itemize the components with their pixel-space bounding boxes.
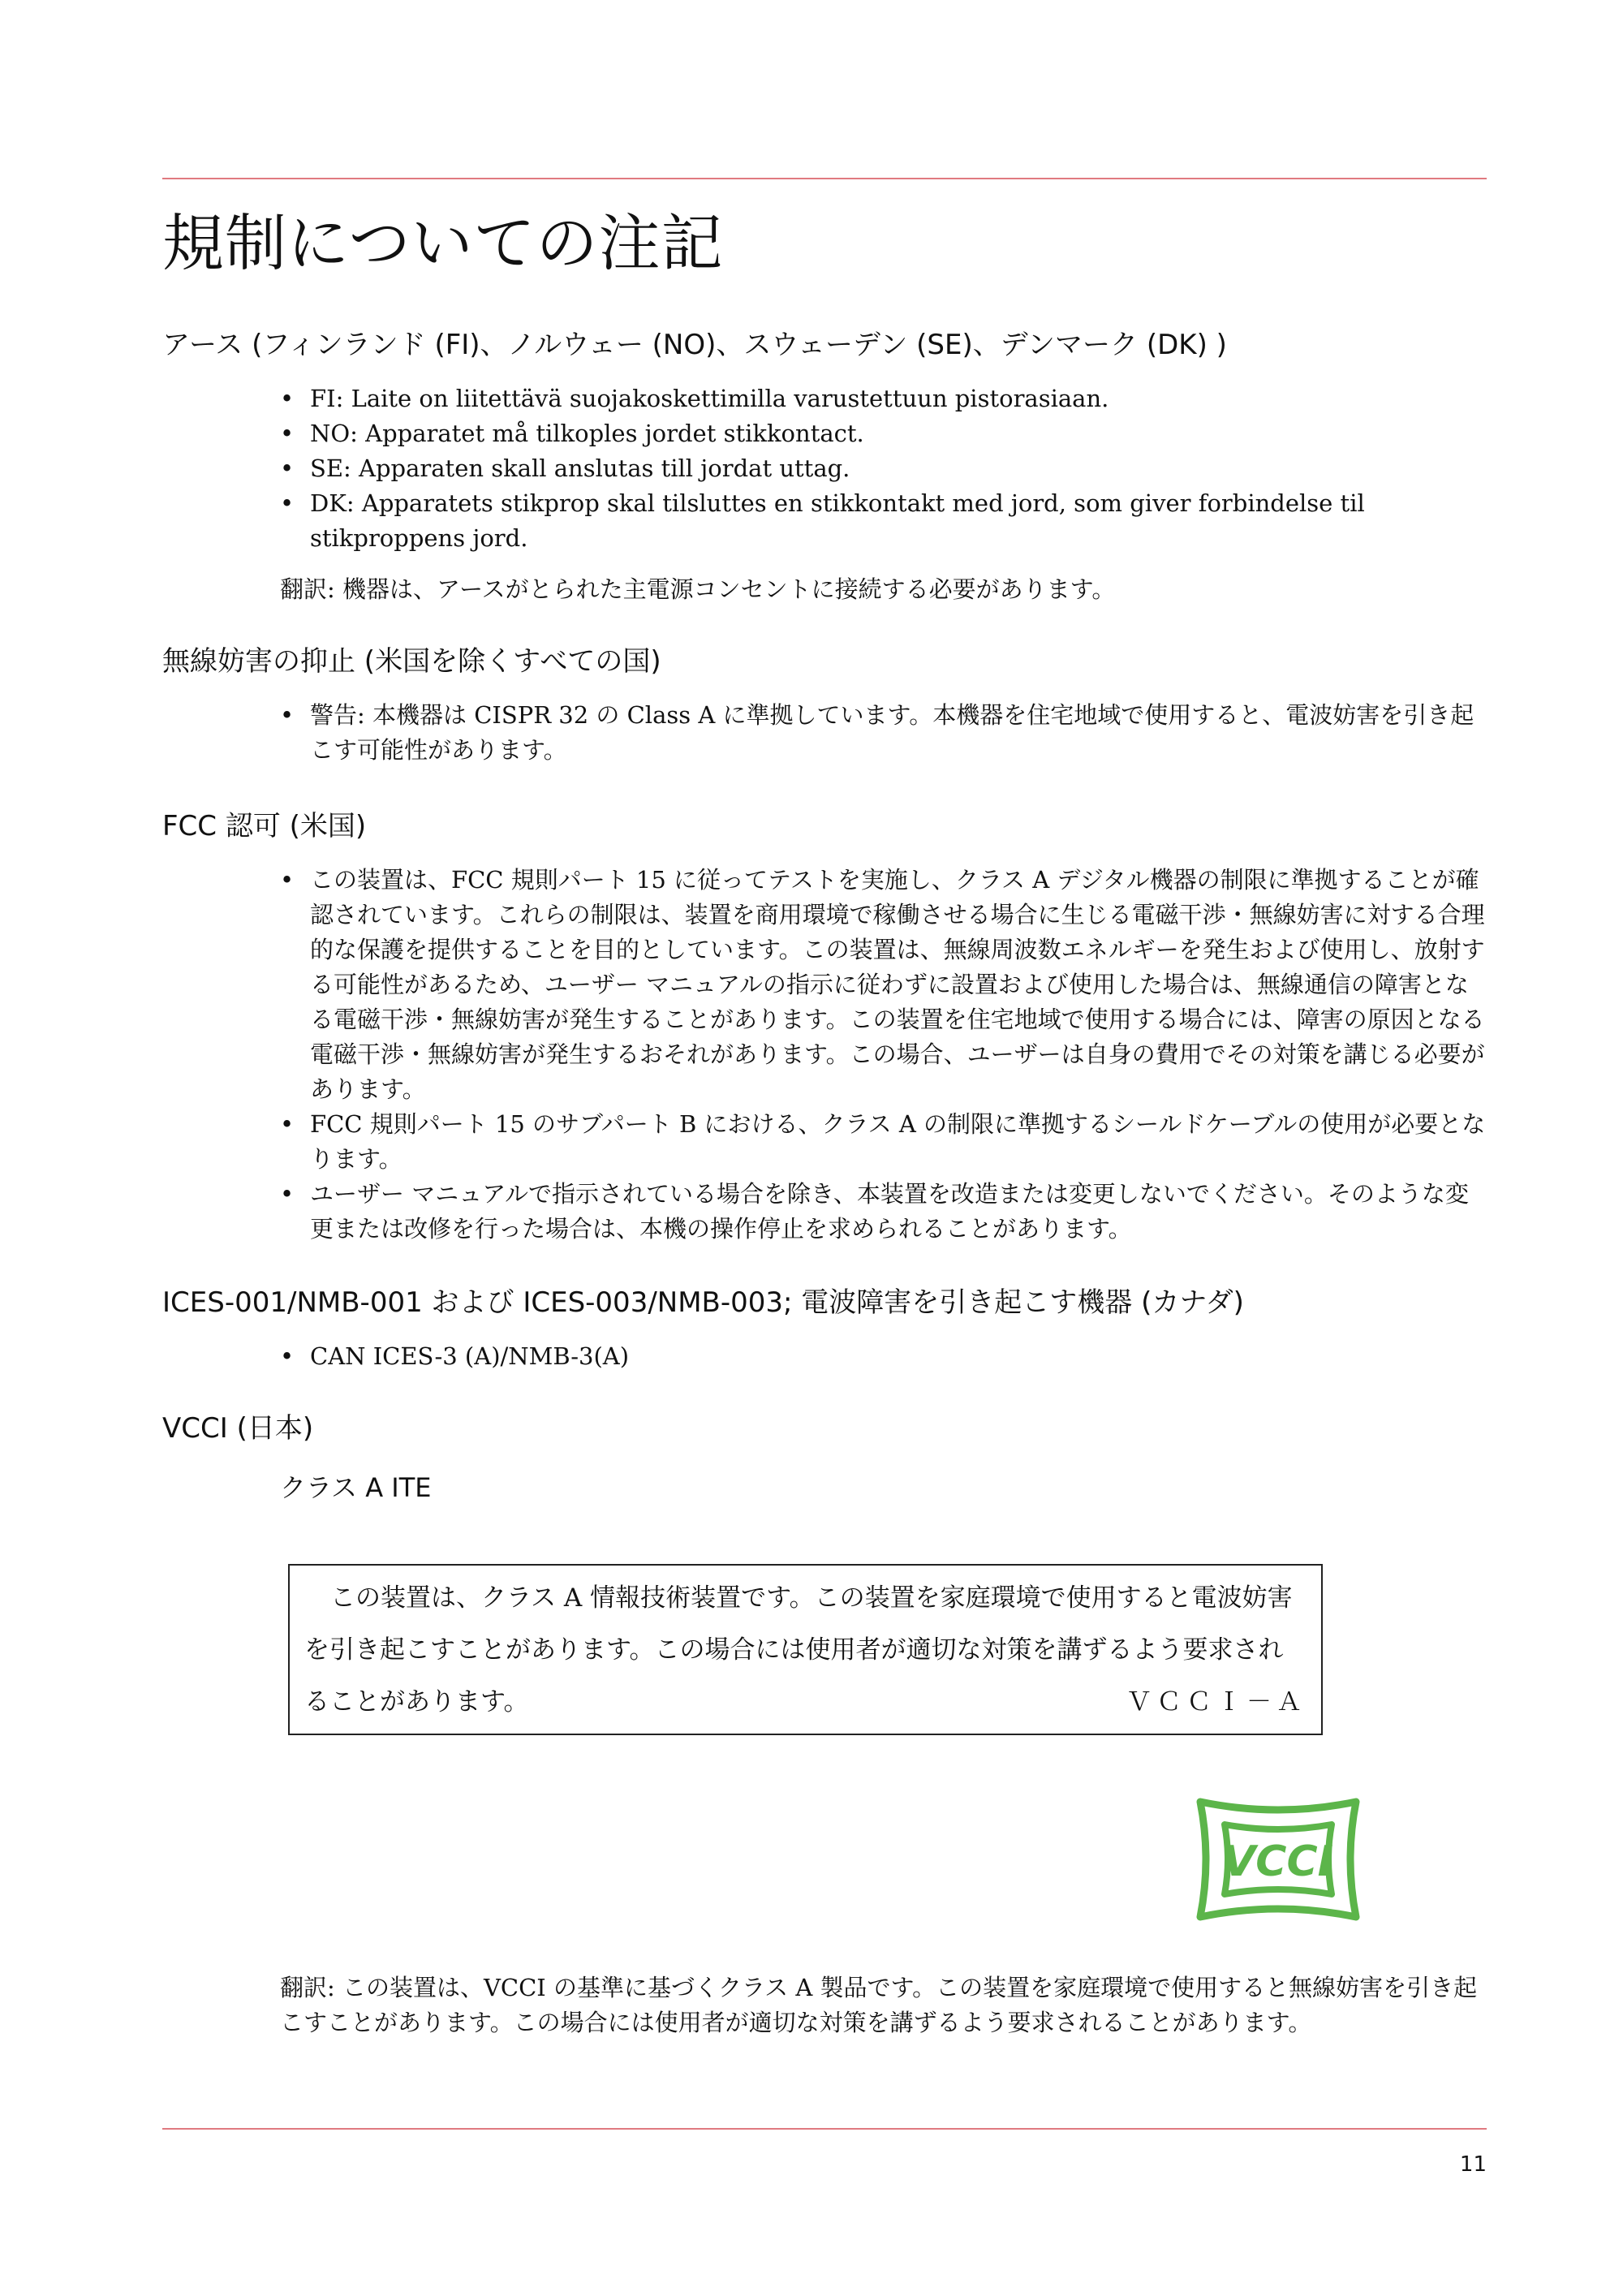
section-heading-grounding: アース (フィンランド (FI)、ノルウェー (NO)、スウェーデン (SE)、デンマーク (DK) ) [162,329,1227,361]
vcci-statement-box [288,1564,1323,1735]
section-heading-vcci: VCCI (日本) [162,1412,314,1445]
list-item: • FCC 規則パート 15 のサブパート B における、クラス A の制限に準拠するシールドケーブルの使用が必要となります。 [280,1107,1489,1177]
ices-list [280,1339,1489,1374]
header-rule [162,178,1487,179]
list-item: • DK: Apparatets stikprop skal tilsluttes en stikkontakt med jord, som giver forbindelse til stikproppens jord. [280,486,1489,556]
vcci-class-subheading: クラス A ITE [280,1472,432,1503]
vcci-statement-line: を引き起こすことがあります。この場合には使用者が適切な対策を講ずるよう要求され [304,1635,1284,1665]
footer-rule [162,2128,1487,2130]
vcci-statement-last-line [304,1676,1307,1728]
page-title: 規制についての注記 [162,207,724,279]
list-item: • SE: Apparaten skall anslutas till jordat uttag. [280,451,1489,486]
grounding-translation: 翻訳: 機器は、アースがとられた主電源コンセントに接続する必要があります。 [280,575,1116,603]
vcci-statement-line: この装置は、クラス A 情報技術装置です。この装置を家庭環境で使用すると電波妨害 [330,1583,1293,1613]
section-heading-radio-interference: 無線妨害の抑止 (米国を除くすべての国) [162,645,661,678]
vcci-mark-text: ＶＣＣＩ－Ａ [1126,1687,1307,1717]
list-item: • ユーザー マニュアルで指示されている場合を除き、本装置を改造または変更しないでください。そのような変更または改修を行った場合は、本機の操作停止を求められることがあります。 [280,1177,1489,1247]
list-item: • この装置は、FCC 規則パート 15 に従ってテストを実施し、クラス A デジタル機器の制限に準拠することが確認されています。これらの制限は、装置を商用環境で稼働させる場合に生じる電磁干渉・無線妨害に対する合理的な保護を提供することを目的としています。この装置は、無線周波数エネルギーを発生および使用し、放射する可能性があるため、ユーザー マニュアルの指示に従わずに設置および使用した場合は、無線通信の障害となる電磁干渉・無線妨害が発生することがあります。この装置を住宅地域で使用する場合には、障害の原因となる電磁干渉・無線妨害が発生するおそれがあります。この場合、ユーザーは自身の費用でその対策を講じる必要があります。 [280,863,1489,1107]
vcci-logo-text: VCCI [1223,1837,1333,1886]
vcci-statement-line: ることがあります。 [304,1687,529,1717]
fcc-list [280,863,1489,1247]
page-number: 11 [1459,2152,1487,2177]
radio-interference-list [280,698,1489,768]
list-item: • 警告: 本機器は CISPR 32 の Class A に準拠しています。本機器を住宅地域で使用すると、電波妨害を引き起こす可能性があります。 [280,698,1489,768]
vcci-logo-icon [1189,1794,1367,1925]
section-heading-fcc: FCC 認可 (米国) [162,810,367,842]
vcci-translation: 翻訳: この装置は、VCCI の基準に基づくクラス A 製品です。この装置を家庭環境で使用すると無線妨害を引き起こすことがあります。この場合には使用者が適切な対策を講ずるよう要求されることがあります。 [280,1974,1478,2036]
grounding-list [280,381,1489,556]
list-item: • NO: Apparatet må tilkoples jordet stikkontact. [280,416,1489,451]
list-item: • FI: Laite on liitettävä suojakoskettimilla varustettuun pistorasiaan. [280,381,1489,416]
section-heading-ices: ICES-001/NMB-001 および ICES-003/NMB-003; 電波障害を引き起こす機器 (カナダ) [162,1286,1244,1319]
list-item: • CAN ICES-3 (A)/NMB-3(A) [280,1339,1489,1374]
